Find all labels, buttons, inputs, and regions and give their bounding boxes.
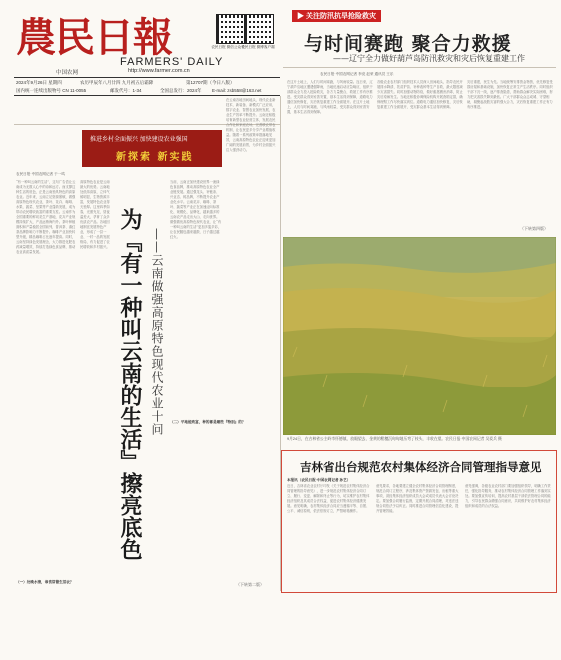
flag-icon: ▶: [297, 13, 306, 20]
feature-col2: 高原特色农业是云南最大的优势。云南地处低纬高原，立体气候明显，生物资源丰富，发展特色农业得天独厚。这里四季如春，光照充足，昼夜温差大，孕育了众多优质农产品。各地因地制宜发展特色产业，形成了一县一业、一村一品的发展格局，有力促进了农民增收和乡村振兴。: [80, 180, 110, 249]
promo-line2: 新探索 新实践: [116, 152, 194, 163]
boxed-col1: 近日，吉林省农业农村厅印发《关于规范农村集体经济合同管理的指导意见》，进一步规范农村集体经济合同订立、履行、变更、解除和终止等行为，切实维护农村集体经济组织及其成员合法权益，促进农村集体经济健康发展。意见明确，农村集体经济合同应当遵循平等、自愿、公平、诚信原则，依法依规订立，严禁暗箱操作。: [287, 484, 370, 513]
issue-number: 第12707期（今日八版）: [186, 80, 235, 85]
rice-field-photo: [283, 237, 556, 435]
masthead-title: 農民日報: [16, 14, 172, 61]
feature-section-heading: （一）处晚水清，谁食常德生活农？: [16, 580, 74, 584]
feature-section2-heading: （二）平地能致富，种的都是哪些『特别』的？: [170, 420, 246, 424]
lunar-date: 农历甲辰年八月廿四 九月初五后霜降: [80, 80, 154, 85]
top-story-byline: 农民日报·中国农网记者 李竞 赵荣 通讯员 王乐: [320, 72, 394, 76]
continue-note-left: （下转第二版）: [236, 582, 264, 587]
top-story-col3: 灾后重建，民生为先。当地统筹安排资金物资，优先修复受损房屋和基础设施，加快恢复正常生产生活秩序。同时组织干部下沉一线，逐户排查隐患，帮助群众解决实际困难，努力把灾害损失降到最低。广大干部群众众志成城、守望相助，凝聚起战胜灾害的强大合力，灾后恢复重建工作正有力有序推进。: [467, 80, 553, 109]
section-badge: ▶ 关注防汛抗旱抢险救灾: [292, 10, 381, 22]
feature-col1: “有一种叫云南的生活”，这句广告语让云南成为无数人心中的诗和远方。而支撑这种生活的底色，正是云南独具特色的高原农业。近年来，云南立足资源禀赋，做强高原特色现代农业，茶叶、花卉、咖啡、水果、蔬菜、坚果等产业蓬勃发展，成为带动农民增收致富的重要支柱。云南作为全国重要的鲜切花生产基地，花卉产业规模持续扩大，产品远销海内外。茶叶种植面积和产量稳居全国前列，普洱茶、滇红茶品牌影响力不断提升。咖啡产业加快转型升级，精品咖啡占比逐年提高。同时，云南坚持绿色发展理念，大力推进化肥农药减量增效，持续打造绿色食品牌，推动农业高质量发展。: [16, 180, 76, 254]
postal-code: 邮发代号：1-34: [110, 88, 142, 93]
promo-banner[interactable]: [82, 130, 222, 167]
masthead-website[interactable]: http://www.farmer.com.cn: [128, 68, 190, 74]
issue-date: 2024年9月26日 星期四: [16, 80, 62, 85]
masthead-english: FARMERS' DAILY: [120, 56, 224, 68]
top-story-col2: 各级农业农村部门组织技术人员深入田间地头，指导农民开展排水降渍、扶苗护苗、补种改种等生产自救，最大限度减少灾害损失。同时加强动物防疫，做好畜禽圈舍消毒，防止灾后疫病发生。当地还积极协调保险机构开展查勘定损，确保理赔工作尽快落实到位。道路电力通信加快修复，灾后恢复重建工作全面展开，受灾群众基本生活得到保障。: [377, 80, 463, 109]
qr2-caption: 农民日报 微博客户端: [241, 45, 275, 49]
boxed-article-title[interactable]: 吉林省出台规范农村集体经济合同管理指导意见: [300, 460, 542, 474]
boxed-col3: 意见强调，各级农业农村部门要加强组织领导，明确工作责任，强化指导服务，推动农村集体经济合同管理工作落到实处。要加强宣传培训，提高农村基层干部依法管理合同的能力，引导农民群众增强合同意识，共同维护好农村集体经济组织和成员的合法权益。: [465, 484, 551, 508]
qr1-caption: 农民日报 微信公众号: [211, 45, 245, 49]
boxed-article-byline: 本报讯（农民日报·中国农网记者 孙艺）: [287, 478, 351, 482]
qr-code-wechat[interactable]: [216, 14, 246, 44]
feature-col3: 当前，云南正加快建设世界一流绿色食品牌，推动高原特色农业全产业链发展。通过强龙头、补链条、兴业态、树品牌，不断提升农业产业化水平。云南花卉、咖啡、茶叶、蔬菜等产业正在加速迈向标准化、规模化、品牌化，越来越多的云南农产品走出大山、走向世界。做强做优高原特色现代农业，让“有一种叫云南的生活”更加多姿多彩，让农民腰包越来越鼓、日子越过越红火。: [170, 180, 222, 239]
photo-caption: 9月24日，在吉林省公主岭市怀德镇，放眼望去，金黄的稻穗沉甸甸地压弯了枝头，丰收在望。农民日报·中国农网记者 吴爱兵 摄: [287, 437, 502, 441]
feature-byline: 农民日报·中国农网记者 于一鸣: [16, 172, 65, 176]
top-story-subhead: ——辽宁全力做好葫芦岛防汛救灾和灾后恢复重建工作: [333, 54, 525, 63]
top-story-col1: 在这片土地上，人们与时间赛跑，与风雨较量。连日来，辽宁葫芦岛地区遭遇强降雨，当地迅速启动应急响应，组织干部群众全力投入抢险救灾，各方力量聚合，救援工作有序推进。受灾群众得到妥善安置，基本生活得到保障，道路电力通信加快修复，灾后恢复重建工作全面展开。在这片土地上，人们与时间赛跑，与风雨较量，受灾群众得到妥善安置，基本生活得到保障。: [287, 80, 373, 114]
feature-col4: 在云南各地田间地头，现代农业新技术、新装备、新模式广泛应用，数字农业、智慧农业加快发展，农业生产效率不断提升。云南还积极培育新型农业经营主体，发展农民合作社和家庭农场，完善联农带农机制，让农民更多分享产业增值收益。随着一系列政策举措落地见效，云南高原特色农业正迎来更加广阔的发展前景，为乡村全面振兴注入强劲动力。: [226, 98, 276, 152]
boxed-col2: 意见要求，各地要建立健全农村集体经济合同管理制度，规范合同订立程序，涉及集体资产资源发包、出租等重大事项，须经集体经济组织成员大会或成员代表大会讨论决定。要加强合同履行监督，定期开展合同清理，对违法违规合同依法予以纠正。同时推进合同管理信息化建设，提升管理效能。: [376, 484, 459, 513]
top-story-headline[interactable]: 与时间赛跑 聚合力救援: [304, 33, 512, 55]
registration-number: 国内统一连续出版物号 CN 11-0055: [16, 88, 87, 93]
rice-field-illustration: [283, 237, 556, 435]
masthead-net-label: 中国农网: [56, 70, 79, 76]
continue-note-right: （下转第四版）: [520, 226, 548, 231]
contact-email: E-mail: zsb558@163.net: [212, 88, 262, 93]
feature-headline[interactable]: 为『有一种叫云南的生活』擦亮底色: [117, 208, 143, 560]
feature-subheadline: ——云南做强高原特色现代农业十问: [150, 228, 164, 436]
distribution-info: 全国总发行：2024年: [160, 88, 202, 93]
qr-code-weibo[interactable]: [244, 14, 274, 44]
promo-line1: 推进乡村全面振兴 加快建设农业强国: [90, 137, 188, 143]
